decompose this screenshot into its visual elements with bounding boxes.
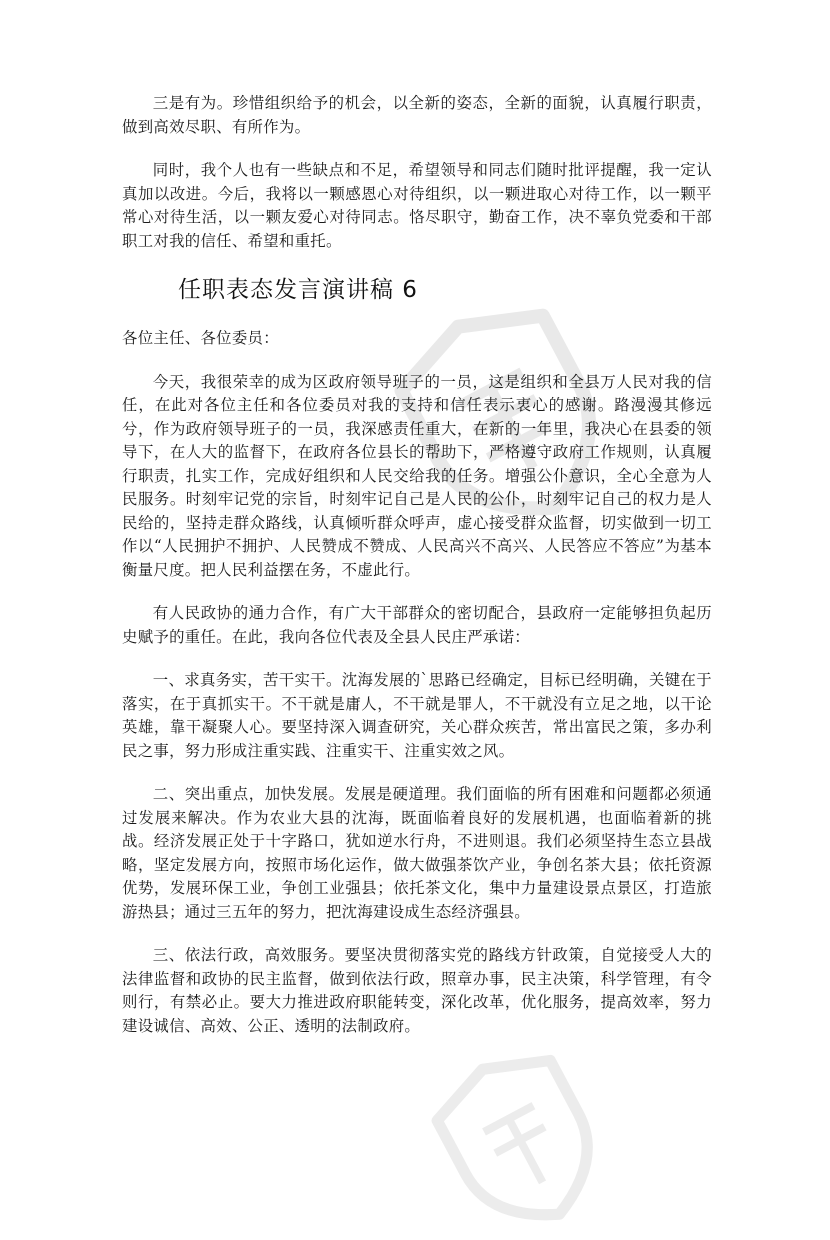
paragraph-cooperation: 有人民政协的通力合作，有广大干部群众的密切配合，县政府一定能够担负起历史赋予的重任。在此，我向各位代表及全县人民庄严承诺： [122,604,712,646]
salutation: 各位主任、各位委员： [122,329,279,347]
document-body [122,92,712,1058]
paragraph-pledge-1: 一、求真务实，苦干实干。沈海发展的`思路已经确定，目标已经明确，关键在于落实，在于真抓实干。不干就是庸人，不干就是罪人，不干就没有立足之地，以干论英雄，靠干凝聚人心。要坚持深入调查研究，关心群众疾苦，常出富民之策，多办利民之事，努力形成注重实践、注重实干、注重实效之风。 [122,671,712,760]
section-title: 任职表态发言演讲稿 6 [178,277,418,303]
paragraph-shortcomings: 同时，我个人也有一些缺点和不足，希望领导和同志们随时批评提醒，我一定认真加以改进。今后，我将以一颗感恩心对待组织，以一颗进取心对待工作，以一颗平常心对待生活，以一颗友爱心对待同志。恪尽职守，勤奋工作，决不辜负党委和干部职工对我的信任、希望和重托。 [122,161,712,250]
paragraph-pledge-2: 二、突出重点，加快发展。发展是硬道理。我们面临的所有困难和问题都必须通过发展来解决。作为农业大县的沈海，既面临着良好的发展机遇，也面临着新的挑战。经济发展正处于十字路口，犹如逆水行舟，不进则退。我们必须坚持生态立县战略，坚定发展方向，按照市场化运作，做大做强茶饮产业，争创名茶大县；依托资源优势，发展环保工业，争创工业强县；依托茶文化，集中力量建设景点景区，打造旅游热县；通过三五年的努力，把沈海建设成生态经济强县。 [122,785,712,921]
paragraph-intro: 今天，我很荣幸的成为区政府领导班子的一员，这是组织和全县万人民对我的信任，在此对各位主任和各位委员对我的支持和信任表示衷心的感谢。路漫漫其修远兮，作为政府领导班子的一员，我深感责任重大，在新的一年里，我决心在县委的领导下，在人大的监督下，在政府各位县长的帮助下，严格遵守政府工作规则，认真履行职责，扎实工作，完成好组织和人民交给我的任务。增强公仆意识，全心全意为人民服务。时刻牢记党的宗旨，时刻牢记自己是人民的公仆，时刻牢记自己的权力是人民给的，坚持走群众路线，认真倾听群众呼声，虚心接受群众监督，切实做到一切工作以“人民拥护不拥护、人民赞成不赞成、人民高兴不高兴、人民答应不答应”为基本衡量尺度。把人民利益摆在务，不虚此行。 [122,372,712,579]
paragraph-youwei: 三是有为。珍惜组织给予的机会，以全新的姿态，全新的面貌，认真履行职责，做到高效尽职、有所作为。 [122,94,712,136]
shield-watermark-icon [395,1040,645,1240]
paragraph-pledge-3: 三、依法行政，高效服务。要坚决贯彻落实党的路线方针政策，自觉接受人大的法律监督和政协的民主监督，做到依法行政，照章办事，民主决策，科学管理，有令则行，有禁必止。要大力推进政府职能转变，深化改革，优化服务，提高效率，努力建设诚信、高效、公正、透明的法制政府。 [122,946,712,1035]
